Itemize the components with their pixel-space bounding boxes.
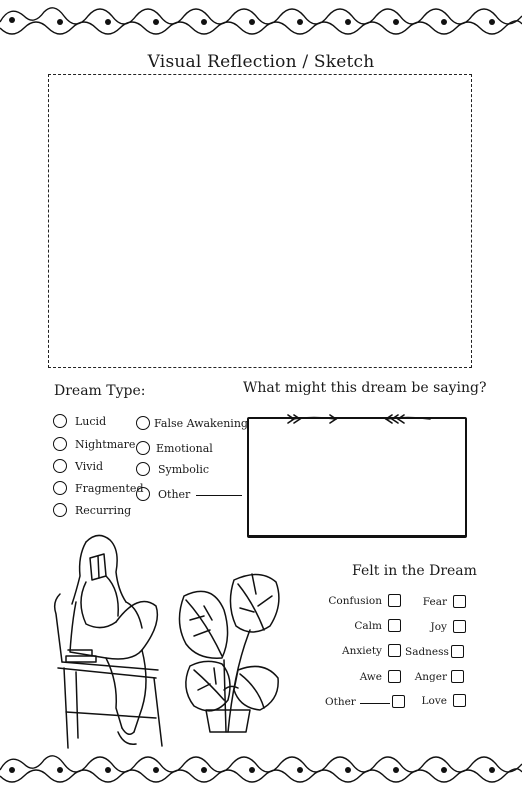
feeling-checkbox[interactable]	[453, 595, 466, 608]
feeling-label: Fear	[422, 595, 447, 608]
option-label: Fragmented	[75, 481, 144, 495]
feeling-checkbox[interactable]	[388, 644, 401, 657]
feeling-label: Sadness	[405, 645, 449, 658]
option-label: Other	[158, 487, 191, 501]
feeling-checkbox[interactable]	[388, 670, 401, 683]
dream-type-heading: Dream Type:	[54, 383, 146, 399]
radio-circle[interactable]	[53, 414, 67, 428]
feeling-fear[interactable]	[405, 595, 466, 608]
feeling-label: Awe	[359, 670, 382, 683]
radio-circle[interactable]	[53, 481, 67, 495]
option-emotional[interactable]	[136, 441, 213, 455]
monstera-plant-illustration	[168, 560, 286, 736]
option-nightmare[interactable]	[53, 437, 135, 451]
feeling-label: Joy	[430, 620, 447, 633]
dream-meaning-textarea[interactable]	[247, 417, 467, 538]
woman-reading-illustration	[46, 532, 174, 754]
feeling-awe[interactable]	[322, 670, 401, 683]
radio-circle[interactable]	[136, 416, 150, 430]
feeling-confusion[interactable]	[322, 594, 401, 607]
option-label: Recurring	[75, 503, 132, 517]
feeling-other[interactable]	[325, 695, 405, 708]
option-vivid[interactable]	[53, 459, 103, 473]
felt-heading: Felt in the Dream	[352, 563, 477, 579]
option-other[interactable]	[136, 487, 242, 501]
option-lucid[interactable]	[53, 414, 106, 428]
feeling-love[interactable]	[405, 694, 466, 707]
option-label: Emotional	[156, 441, 213, 455]
page-title: Visual Reflection / Sketch	[147, 52, 375, 72]
feeling-checkbox[interactable]	[392, 695, 405, 708]
write-in-line[interactable]	[196, 495, 242, 496]
option-label: Symbolic	[158, 462, 210, 476]
radio-circle[interactable]	[136, 462, 150, 476]
option-symbolic[interactable]	[136, 462, 209, 476]
feeling-label: Anxiety	[342, 644, 382, 657]
feeling-joy[interactable]	[405, 620, 466, 633]
feeling-checkbox[interactable]	[388, 619, 401, 632]
feeling-sadness[interactable]	[405, 645, 464, 658]
feeling-anxiety[interactable]	[322, 644, 401, 657]
feeling-label: Anger	[414, 670, 447, 683]
sketch-area[interactable]	[48, 74, 472, 368]
option-false-awakening[interactable]	[136, 416, 248, 430]
feeling-checkbox[interactable]	[453, 694, 466, 707]
option-recurring[interactable]	[53, 503, 131, 517]
write-in-line[interactable]	[360, 703, 390, 704]
option-fragmented[interactable]	[53, 481, 144, 495]
radio-circle[interactable]	[53, 459, 67, 473]
feeling-calm[interactable]	[322, 619, 401, 632]
decorative-bottom-border	[0, 748, 522, 792]
feeling-checkbox[interactable]	[388, 594, 401, 607]
option-label: Nightmare	[75, 437, 136, 451]
feeling-label: Other	[325, 695, 356, 708]
option-label: Vivid	[75, 459, 104, 473]
feeling-anger[interactable]	[405, 670, 464, 683]
radio-circle[interactable]	[53, 503, 67, 517]
feeling-label: Confusion	[328, 594, 382, 607]
feeling-checkbox[interactable]	[451, 670, 464, 683]
radio-circle[interactable]	[136, 441, 150, 455]
feeling-label: Calm	[354, 619, 382, 632]
option-label: Lucid	[75, 414, 107, 428]
option-label: False Awakening	[154, 416, 248, 430]
radio-circle[interactable]	[136, 487, 150, 501]
feeling-label: Love	[421, 694, 447, 707]
radio-circle[interactable]	[53, 437, 67, 451]
meaning-heading: What might this dream be saying?	[243, 380, 487, 396]
feeling-checkbox[interactable]	[453, 620, 466, 633]
decorative-top-border	[0, 0, 522, 44]
feeling-checkbox[interactable]	[451, 645, 464, 658]
